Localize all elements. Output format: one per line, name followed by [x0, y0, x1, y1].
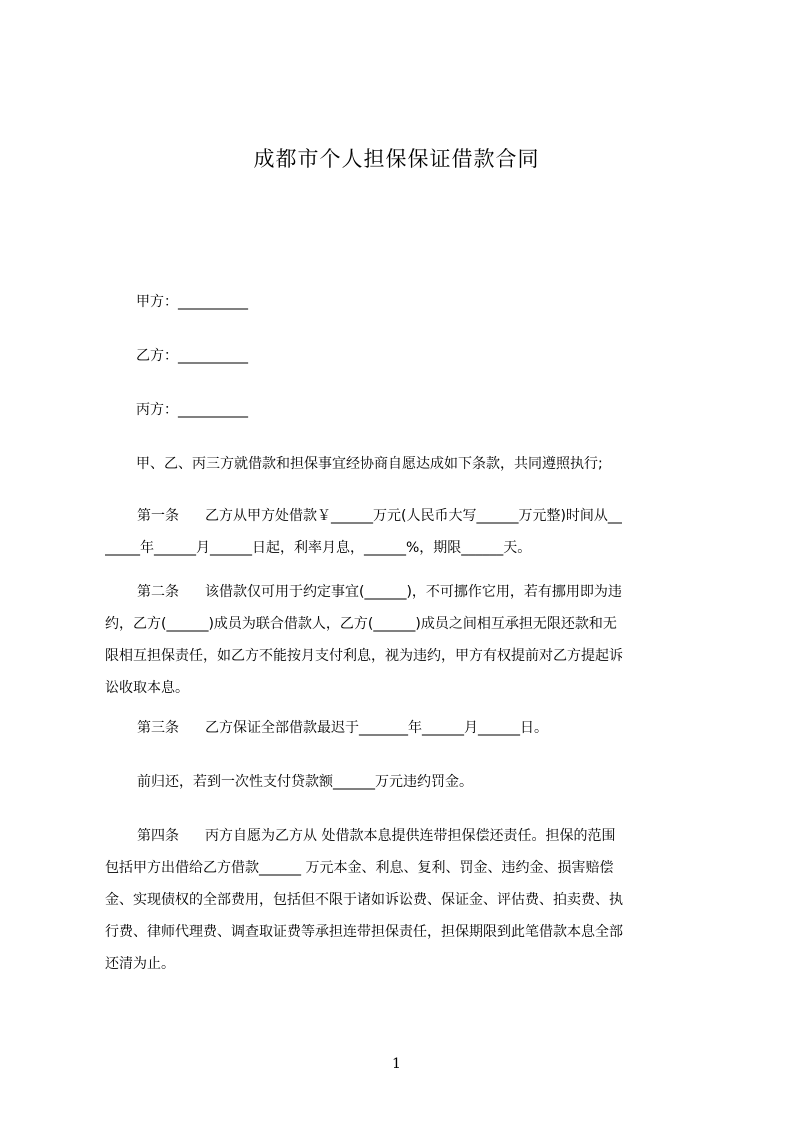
intro-paragraph: 甲、乙、丙三方就借款和担保事宜经协商自愿达成如下条款，共同遵照执行;	[136, 456, 603, 472]
document-title: 成都市个人担保保证借款合同	[253, 147, 540, 171]
article-4-heading: 第四条	[137, 828, 179, 844]
party-c-label: 丙方：	[136, 402, 178, 418]
article-3-heading: 第三条	[137, 720, 179, 736]
article-4-line-3: 金、实现债权的全部费用，包括但不限于诸如诉讼费、保证金、评估费、拍卖费、执	[105, 892, 623, 908]
party-b-label: 乙方：	[136, 348, 178, 364]
article-4-line-4: 行费、律师代理费、调查取证费等承担连带担保责任，担保期限到此笔借款本息全部	[105, 924, 623, 940]
party-a-label: 甲方：	[136, 294, 178, 310]
article-1-line-1: 第一条 乙方从甲方处借款￥______万元(人民币大写______万元整)时间从__	[137, 508, 622, 524]
article-4-line-1: 第四条 丙方自愿为乙方从 处借款本息提供连带担保偿还责任。担保的范围	[137, 828, 616, 844]
return-paragraph	[105, 766, 700, 798]
article-4	[105, 820, 700, 980]
article-2-line-1: 第二条 该借款仅可用于约定事宜(______)，不可挪作它用，若有挪用即为违	[137, 584, 622, 600]
party-c-line	[136, 399, 248, 419]
party-b-blank: __________	[178, 348, 248, 364]
article-2-heading: 第二条	[137, 584, 179, 600]
article-1-heading: 第一条	[137, 508, 179, 524]
article-2	[105, 576, 700, 704]
party-b-line	[136, 345, 248, 365]
article-2-line-3: 限相互担保责任，如乙方不能按月支付利息，视为违约，甲方有权提前对乙方提起诉	[105, 648, 623, 664]
article-1	[105, 500, 700, 564]
return-line: 前归还，若到一次性支付贷款额______万元违约罚金。	[137, 774, 473, 790]
article-4-line-2: 包括甲方出借给乙方借款______ 万元本金、利息、复利、罚金、违约金、损害赔偿	[105, 860, 614, 876]
article-2-line-4: 讼收取本息。	[105, 680, 189, 696]
article-3-line-1: 第三条 乙方保证全部借款最迟于_______年______月______日。	[137, 720, 548, 736]
party-a-blank: __________	[178, 294, 248, 310]
article-3	[105, 712, 700, 744]
page-number: 1	[392, 1056, 401, 1072]
party-a-line	[136, 291, 248, 311]
article-2-line-2: 约，乙方(______)成员为联合借款人，乙方(______)成员之间相互承担无限还款和无	[105, 616, 617, 632]
party-c-blank: __________	[178, 402, 248, 418]
article-1-line-2: _____年______月______日起，利率月息，______%，期限______天。	[105, 540, 532, 556]
article-4-line-5: 还清为止。	[105, 956, 175, 972]
